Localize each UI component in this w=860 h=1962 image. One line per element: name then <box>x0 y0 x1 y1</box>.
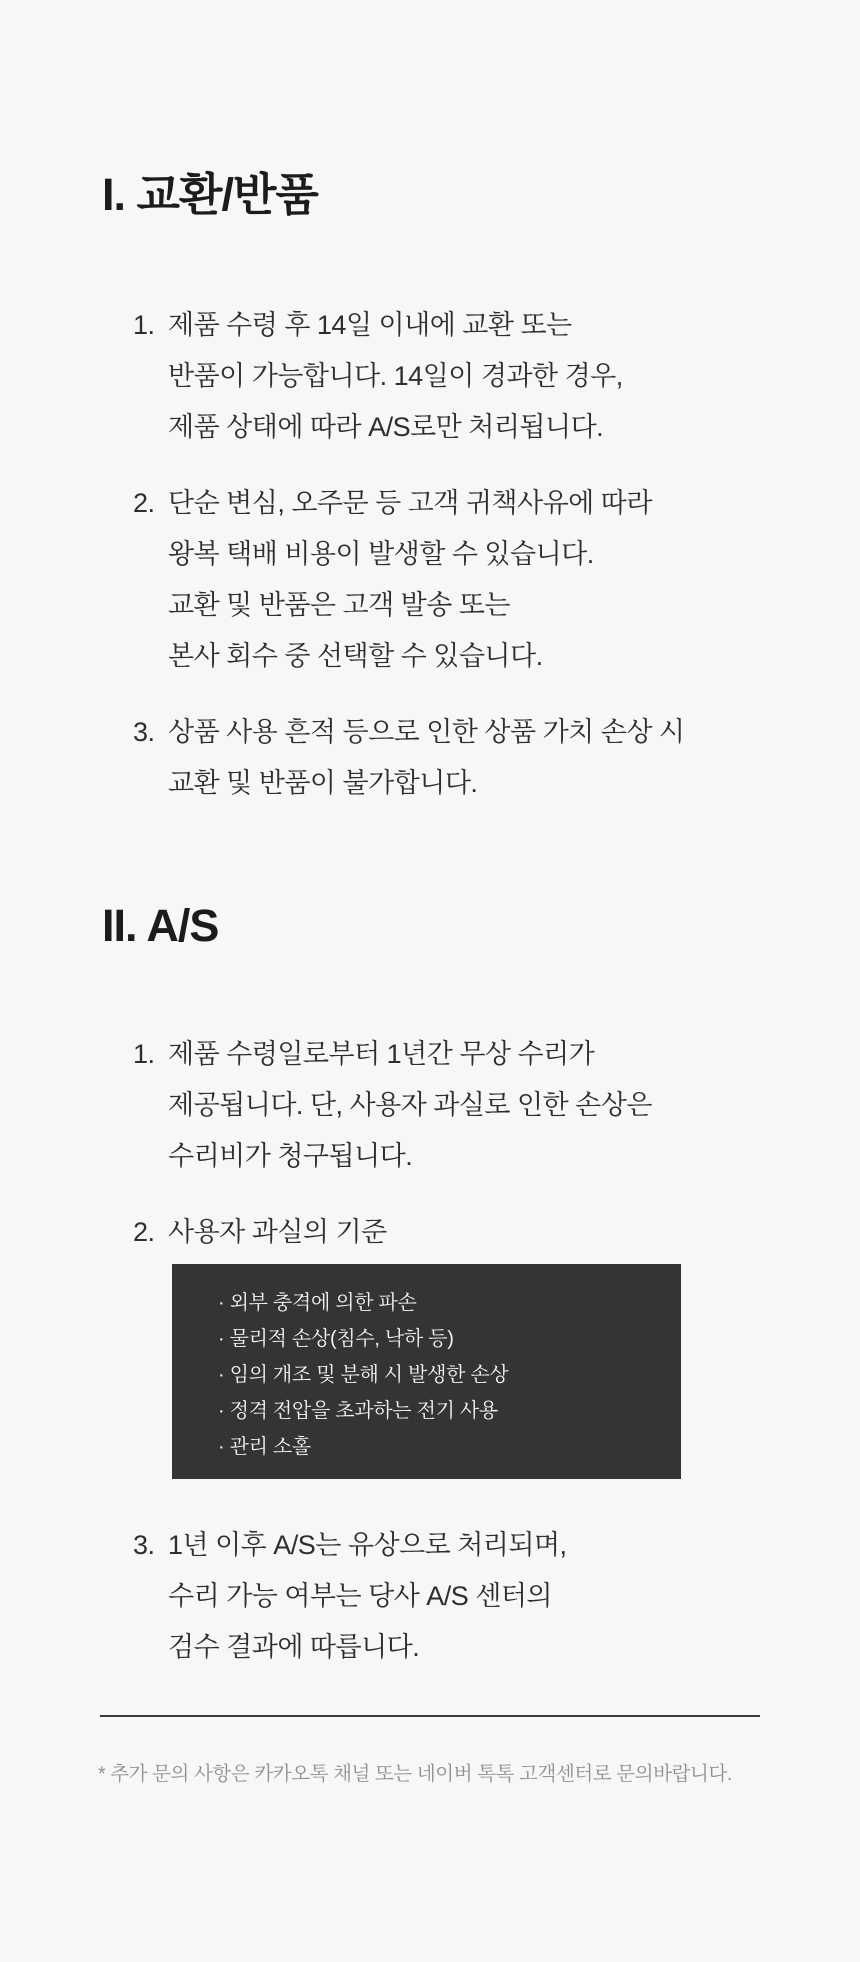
user-fault-criteria-box <box>172 1264 681 1479</box>
item-line: 본사 회수 중 선택할 수 있습니다. <box>168 641 543 671</box>
item-line: 1년 이후 A/S는 유상으로 처리되며, <box>168 1530 567 1560</box>
item-line: 교환 및 반품이 불가합니다. <box>168 768 478 798</box>
item-line: 제품 상태에 따라 A/S로만 처리됩니다. <box>168 412 604 442</box>
footnote: * 추가 문의 사항은 카카오톡 채널 또는 네이버 톡톡 고객센터로 문의바랍니다. <box>98 1763 732 1785</box>
item-line: 상품 사용 흔적 등으로 인한 상품 가치 손상 시 <box>168 717 685 747</box>
item-text <box>168 1207 860 1495</box>
item-line: 사용자 과실의 기준 <box>168 1217 387 1247</box>
item-text <box>168 707 860 809</box>
item-number: 2. <box>133 488 155 518</box>
list-item <box>133 707 860 809</box>
item-text <box>168 300 860 453</box>
item-text <box>168 478 860 682</box>
list-item <box>133 300 860 453</box>
item-line: 수리비가 청구됩니다. <box>168 1141 413 1171</box>
item-line: 왕복 택배 비용이 발생할 수 있습니다. <box>168 539 594 569</box>
list-item <box>133 1520 860 1673</box>
criteria-line: · 관리 소홀 <box>218 1436 311 1458</box>
item-number: 2. <box>133 1217 155 1247</box>
item-number: 1. <box>133 1039 155 1069</box>
item-text <box>168 1520 860 1673</box>
list-item <box>133 1029 860 1182</box>
criteria-line: · 외부 충격에 의한 파손 <box>218 1292 417 1314</box>
list-item <box>133 1207 860 1495</box>
item-text <box>168 1029 860 1182</box>
item-line: 제품 수령일로부터 1년간 무상 수리가 <box>168 1039 595 1069</box>
as-list <box>0 1029 860 1673</box>
item-number: 3. <box>133 717 155 747</box>
item-number: 1. <box>133 310 155 340</box>
section-title-exchange-return: I. 교환/반품 <box>102 169 318 220</box>
item-line: 단순 변심, 오주문 등 고객 귀책사유에 따라 <box>168 488 652 518</box>
criteria-line: · 정격 전압을 초과하는 전기 사용 <box>218 1400 498 1422</box>
item-line: 반품이 가능합니다. 14일이 경과한 경우, <box>168 361 623 391</box>
item-line: 교환 및 반품은 고객 발송 또는 <box>168 590 510 620</box>
list-item <box>133 478 860 682</box>
item-line: 제품 수령 후 14일 이내에 교환 또는 <box>168 310 572 340</box>
criteria-line: · 임의 개조 및 분해 시 발생한 손상 <box>218 1364 509 1386</box>
criteria-line: · 물리적 손상(침수, 낙하 등) <box>218 1328 454 1350</box>
exchange-return-list <box>0 300 860 809</box>
item-line: 검수 결과에 따릅니다. <box>168 1632 420 1662</box>
item-line: 제공됩니다. 단, 사용자 과실로 인한 손상은 <box>168 1090 652 1120</box>
section-title-as: II. A/S <box>102 900 219 951</box>
item-number: 3. <box>133 1530 155 1560</box>
item-line: 수리 가능 여부는 당사 A/S 센터의 <box>168 1581 553 1611</box>
